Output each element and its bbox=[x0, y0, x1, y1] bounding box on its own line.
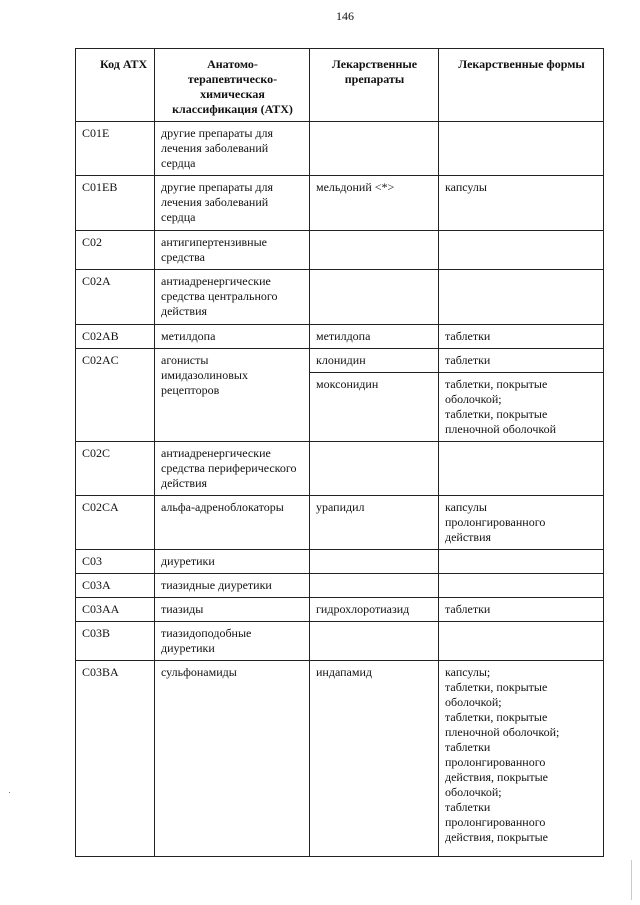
atc-code-cell: C02C bbox=[76, 442, 155, 496]
atc-class-cell bbox=[155, 496, 310, 550]
text-line: действия bbox=[161, 304, 208, 318]
table-body bbox=[76, 122, 604, 857]
header-dosage-forms bbox=[439, 49, 604, 122]
text-line: таблетки, покрытые bbox=[445, 710, 548, 724]
atc-class-cell bbox=[155, 231, 310, 270]
text-line: пролонгированного bbox=[445, 755, 546, 769]
table-row bbox=[76, 231, 604, 270]
atc-code-cell: C02CA bbox=[76, 496, 155, 550]
table-header-row bbox=[76, 49, 604, 122]
text-line: пленочной оболочкой bbox=[445, 422, 557, 436]
dosage-form-cell bbox=[439, 598, 604, 622]
text-line: диуретики bbox=[161, 641, 215, 655]
table-row bbox=[76, 325, 604, 349]
header-atc-code bbox=[76, 49, 155, 122]
table-row bbox=[76, 349, 604, 373]
text-line: капсулы bbox=[445, 180, 487, 194]
text-line: действия bbox=[161, 476, 208, 490]
text-line: таблетки bbox=[445, 329, 491, 343]
atc-class-cell bbox=[155, 622, 310, 661]
text-line: сердца bbox=[161, 156, 196, 170]
scan-speck bbox=[9, 792, 10, 793]
text-line: таблетки, покрытые bbox=[445, 407, 548, 421]
drug-cell bbox=[310, 325, 439, 349]
text-line: антиадренергические bbox=[161, 274, 271, 288]
atc-class-cell bbox=[155, 442, 310, 496]
header-drugs bbox=[310, 49, 439, 122]
atc-class-cell bbox=[155, 574, 310, 598]
atc-code-cell: C03A bbox=[76, 574, 155, 598]
dosage-form-cell bbox=[439, 496, 604, 550]
drug-cell bbox=[310, 574, 439, 598]
text-line: лечения заболеваний bbox=[161, 195, 269, 209]
dosage-form-cell bbox=[439, 622, 604, 661]
text-line: клонидин bbox=[316, 353, 366, 367]
drug-cell bbox=[310, 176, 439, 231]
atc-code-cell: C01E bbox=[76, 122, 155, 176]
atc-code-cell: C03B bbox=[76, 622, 155, 661]
text-line: средства центрального bbox=[161, 289, 278, 303]
dosage-form-cell bbox=[439, 231, 604, 270]
text-line: рецепторов bbox=[161, 383, 220, 397]
text-line: таблетки bbox=[445, 602, 491, 616]
drug-cell bbox=[310, 231, 439, 270]
text-line: тиазиды bbox=[161, 602, 204, 616]
text-line: пленочной оболочкой; bbox=[445, 725, 560, 739]
atc-class-cell bbox=[155, 270, 310, 325]
dosage-form-cell bbox=[439, 442, 604, 496]
drug-cell bbox=[310, 122, 439, 176]
table-row bbox=[76, 550, 604, 574]
table-row bbox=[76, 496, 604, 550]
text-line: антигипертензивные bbox=[161, 235, 267, 249]
drug-cell bbox=[310, 373, 439, 442]
text-line: таблетки, покрытые bbox=[445, 377, 548, 391]
text-line: Лекарственные формы bbox=[458, 57, 585, 71]
text-line: метилдопа bbox=[161, 329, 216, 343]
text-line: сульфонамиды bbox=[161, 665, 237, 679]
text-line: капсулы bbox=[445, 500, 487, 514]
dosage-form-cell bbox=[439, 349, 604, 373]
header-atc-classification bbox=[155, 49, 310, 122]
text-line: таблетки bbox=[445, 740, 491, 754]
text-line: мельдоний <*> bbox=[316, 180, 395, 194]
scan-edge-shadow bbox=[631, 860, 632, 900]
text-line: таблетки bbox=[445, 353, 491, 367]
text-line: другие препараты для bbox=[161, 180, 274, 194]
drug-cell bbox=[310, 550, 439, 574]
drug-cell bbox=[310, 598, 439, 622]
atc-code-cell: C02AC bbox=[76, 349, 155, 442]
text-line: моксонидин bbox=[316, 377, 379, 391]
table-row bbox=[76, 661, 604, 857]
atc-code-cell: C01EB bbox=[76, 176, 155, 231]
table-row bbox=[76, 442, 604, 496]
text-line: тиазидоподобные bbox=[161, 626, 252, 640]
table-row bbox=[76, 598, 604, 622]
drug-cell bbox=[310, 661, 439, 857]
text-line: капсулы; bbox=[445, 665, 491, 679]
text-line: урапидил bbox=[316, 500, 365, 514]
dosage-form-cell bbox=[439, 373, 604, 442]
atc-classification-table bbox=[75, 48, 604, 857]
text-line: таблетки, покрытые bbox=[445, 680, 548, 694]
dosage-form-cell bbox=[439, 176, 604, 231]
text-line: оболочкой; bbox=[445, 392, 502, 406]
text-line: метилдопа bbox=[316, 329, 371, 343]
text-line: тиазидные диуретики bbox=[161, 578, 272, 592]
drug-cell bbox=[310, 442, 439, 496]
text-line: пролонгированного bbox=[445, 815, 546, 829]
text-line: Анатомо- bbox=[207, 57, 258, 71]
page-number: 146 bbox=[336, 9, 354, 23]
dosage-form-cell bbox=[439, 550, 604, 574]
text-line: средства bbox=[161, 250, 206, 264]
drug-cell bbox=[310, 270, 439, 325]
atc-class-cell bbox=[155, 661, 310, 857]
text-line: действия, покрытые bbox=[445, 770, 548, 784]
text-line: классификация (АТХ) bbox=[172, 102, 293, 116]
table-row bbox=[76, 270, 604, 325]
drug-cell bbox=[310, 496, 439, 550]
atc-code-cell: C02A bbox=[76, 270, 155, 325]
atc-class-cell bbox=[155, 349, 310, 442]
atc-code-cell: C03 bbox=[76, 550, 155, 574]
text-line: гидрохлоротиазид bbox=[316, 602, 410, 616]
text-line: Лекарственные bbox=[331, 57, 418, 71]
table-row bbox=[76, 176, 604, 231]
text-line: таблетки bbox=[445, 800, 491, 814]
table-row bbox=[76, 622, 604, 661]
drug-cell bbox=[310, 622, 439, 661]
text-line: препараты bbox=[344, 72, 405, 86]
text-line: оболочкой; bbox=[445, 785, 502, 799]
atc-code-cell: C03BA bbox=[76, 661, 155, 857]
text-line: Код АТХ bbox=[100, 57, 148, 71]
text-line: пролонгированного bbox=[445, 515, 546, 529]
atc-code-cell: C03AA bbox=[76, 598, 155, 622]
dosage-form-cell bbox=[439, 574, 604, 598]
text-line: лечения заболеваний bbox=[161, 141, 269, 155]
dosage-form-cell bbox=[439, 122, 604, 176]
text-line: индапамид bbox=[316, 665, 372, 679]
dosage-form-cell bbox=[439, 661, 604, 857]
dosage-form-cell bbox=[439, 270, 604, 325]
text-line: диуретики bbox=[161, 554, 215, 568]
atc-class-cell bbox=[155, 325, 310, 349]
atc-class-cell bbox=[155, 550, 310, 574]
dosage-form-cell bbox=[439, 325, 604, 349]
atc-class-cell bbox=[155, 176, 310, 231]
text-line: действия, покрытые bbox=[445, 830, 548, 844]
text-line: терапевтическо- bbox=[187, 72, 278, 86]
atc-code-cell: C02 bbox=[76, 231, 155, 270]
text-line: оболочкой; bbox=[445, 695, 502, 709]
text-line: сердца bbox=[161, 210, 196, 224]
text-line: другие препараты для bbox=[161, 126, 274, 140]
table-row bbox=[76, 574, 604, 598]
atc-class-cell bbox=[155, 122, 310, 176]
text-line: агонисты bbox=[161, 353, 209, 367]
text-line: альфа-адреноблокаторы bbox=[161, 500, 284, 514]
text-line: действия bbox=[445, 530, 492, 544]
drug-cell bbox=[310, 349, 439, 373]
text-line: средства периферического bbox=[161, 461, 297, 475]
table-row bbox=[76, 122, 604, 176]
text-line: химическая bbox=[200, 87, 265, 101]
text-line: антиадренергические bbox=[161, 446, 271, 460]
text-line: имидазолиновых bbox=[161, 368, 248, 382]
atc-class-cell bbox=[155, 598, 310, 622]
atc-code-cell: C02AB bbox=[76, 325, 155, 349]
